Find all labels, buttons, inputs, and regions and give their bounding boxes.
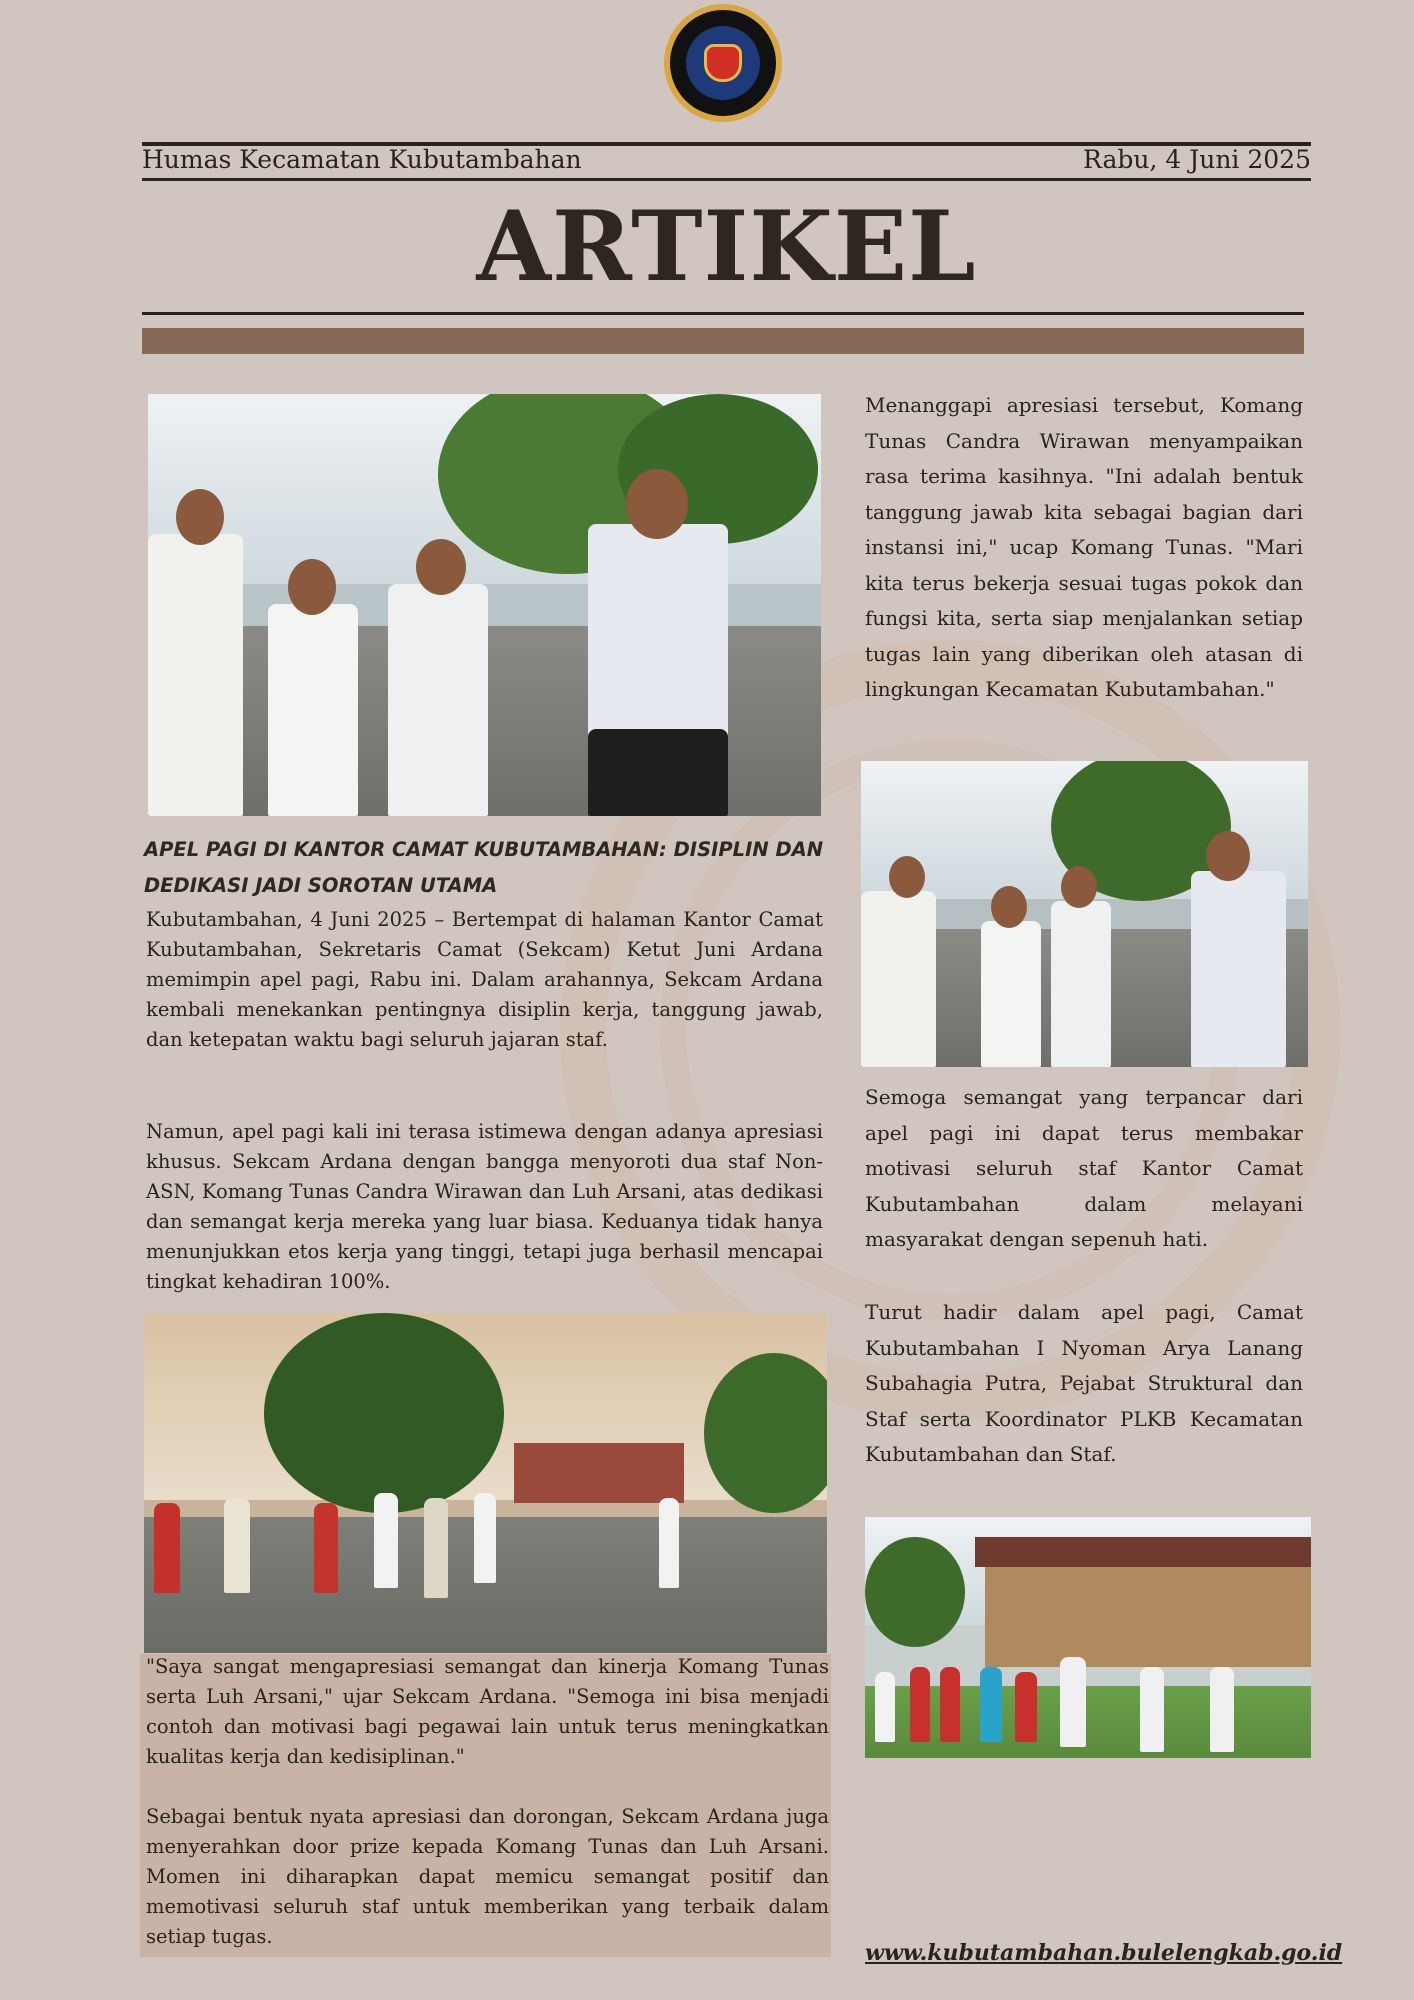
photo-morning-assembly bbox=[144, 1313, 827, 1653]
header-org: Humas Kecamatan Kubutambahan bbox=[142, 145, 582, 174]
kecamatan-logo bbox=[664, 4, 782, 122]
article-paragraph-4: Sebagai bentuk nyata apresiasi dan dorongan, Sekcam Ardana juga menyerahkan door prize kepada Komang Tunas dan Luh Arsani. Momen ini diharapkan dapat memicu semangat positif dan memotivasi seluruh staf untuk memberikan yang terbaik dalam setiap tugas. bbox=[146, 1805, 829, 1948]
footer-website-link[interactable]: www.kubutambahan.bulelengkab.go.id bbox=[865, 1940, 1343, 1966]
header-date: Rabu, 4 Juni 2025 bbox=[1083, 145, 1311, 174]
article-paragraph-right-1: Menanggapi apresiasi tersebut, Komang Tunas Candra Wirawan menyampaikan rasa terima kasihnya. "Ini adalah bentuk tanggung jawab kita sebagai bagian dari instansi ini," ucap Komang Tunas. "Mari kita terus bekerja sesuai tugas pokok dan fungsi kita, serta siap menjalankan setiap tugas lain yang diberikan oleh atasan di lingkungan Kecamatan Kubutambahan." bbox=[865, 393, 1303, 701]
article-paragraph-right-3: Turut hadir dalam apel pagi, Camat Kubutambahan I Nyoman Arya Lanang Subahagia Putra, Pejabat Struktural dan Staf serta Koordinator PLKB Kecamatan Kubutambahan dan Staf. bbox=[865, 1300, 1303, 1466]
header-rule-bottom bbox=[142, 178, 1311, 181]
masthead-rule bbox=[142, 312, 1304, 315]
logo-emblem-icon bbox=[704, 44, 742, 82]
photo-award-handover bbox=[148, 394, 821, 816]
masthead-bar bbox=[142, 328, 1304, 354]
masthead-title: ARTIKEL bbox=[476, 190, 977, 303]
article-paragraph-2: Namun, apel pagi kali ini terasa istimewa dengan adanya apresiasi khusus. Sekcam Ardana dengan bangga menyoroti dua staf Non-ASN, Komang Tunas Candra Wirawan dan Luh Arsani, atas dedikasi dan semangat kerja mereka yang luar biasa. Keduanya tidak hanya menunjukkan etos kerja yang tinggi, tetapi juga berhasil mencapai tingkat kehadiran 100%. bbox=[146, 1120, 823, 1293]
photo-office-building bbox=[865, 1517, 1311, 1758]
article-paragraph-3: "Saya sangat mengapresiasi semangat dan kinerja Komang Tunas serta Luh Arsani," ujar Sekcam Ardana. "Semoga ini bisa menjadi contoh dan motivasi bagi pegawai lain untuk terus meningkatkan kualitas kerja dan kedisiplinan." bbox=[146, 1655, 829, 1768]
article-headline: APEL PAGI DI KANTOR CAMAT KUBUTAMBAHAN: DISIPLIN DAN DEDIKASI JADI SOROTAN UTAMA bbox=[144, 838, 824, 897]
article-paragraph-1: Kubutambahan, 4 Juni 2025 – Bertempat di halaman Kantor Camat Kubutambahan, Sekretaris Camat (Sekcam) Ketut Juni Ardana memimpin apel pagi, Rabu ini. Dalam arahannya, Sekcam Ardana kembali menekankan pentingnya disiplin kerja, tanggung jawab, dan ketepatan waktu bagi seluruh jajaran staf. bbox=[146, 908, 823, 1051]
photo-handshake bbox=[861, 761, 1308, 1067]
article-paragraph-right-2: Semoga semangat yang terpancar dari apel pagi ini dapat terus membakar motivasi seluruh staf Kantor Camat Kubutambahan dalam melayani masyarakat dengan sepenuh hati. bbox=[865, 1085, 1303, 1251]
logo-emblem-ring bbox=[686, 26, 760, 100]
